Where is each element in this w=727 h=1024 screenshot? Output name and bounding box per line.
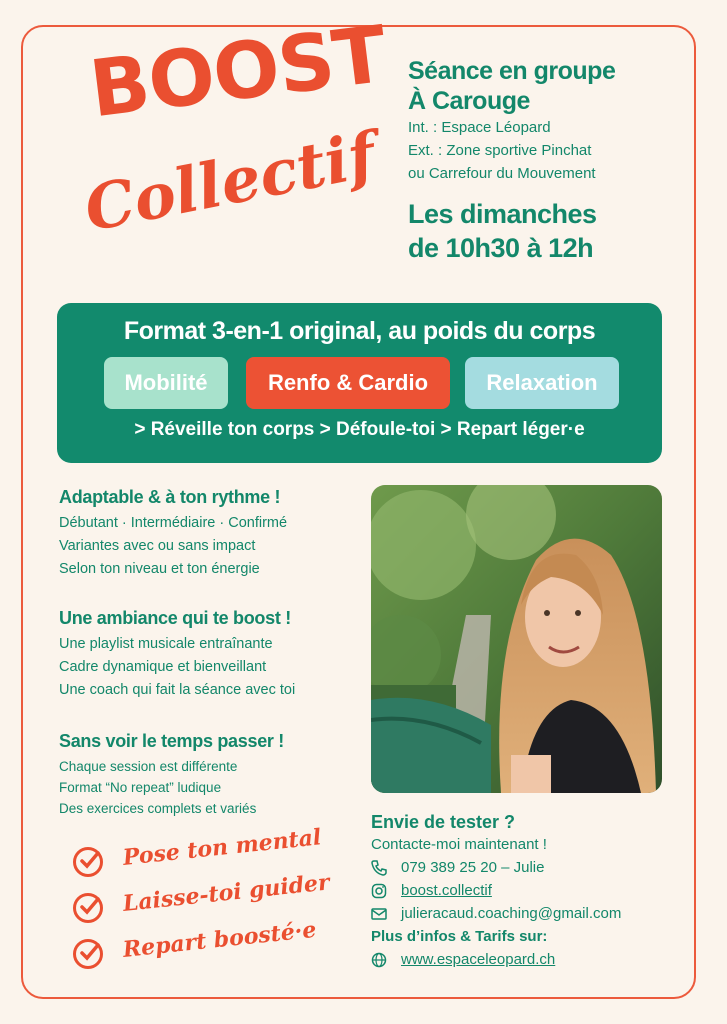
logo-boost: BOOST [85, 9, 391, 136]
pill-relaxation: Relaxation [465, 357, 619, 409]
location-outdoor-alt: ou Carrefour du Mouvement [408, 165, 596, 182]
check-icon [73, 893, 103, 923]
feature-line: Selon ton niveau et ton énergie [59, 561, 260, 577]
feature-title: Sans voir le temps passer ! [59, 731, 285, 751]
contact-subtitle: Contacte-moi maintenant ! [371, 836, 547, 853]
feature-title: Une ambiance qui te boost ! [59, 608, 291, 628]
phone-icon [371, 860, 387, 876]
coach-photo [371, 485, 662, 793]
feature-temps [59, 731, 364, 819]
logo-collectif: Collectif [78, 118, 382, 246]
banner-tagline: > Réveille ton corps > Défoule-toi > Repart léger·e [134, 419, 585, 440]
feature-adaptable [59, 487, 364, 581]
instagram-row[interactable] [371, 879, 681, 902]
feature-line: Format “No repeat” ludique [59, 780, 222, 795]
website-link[interactable]: www.espaceleopard.ch [401, 951, 556, 968]
feature-line: Débutant · Intermédiaire · Confirmé [59, 515, 288, 531]
more-info-label: Plus d’infos & Tarifs sur: [371, 928, 548, 945]
phone-number: 079 389 25 20 – Julie [401, 859, 545, 876]
format-banner [57, 303, 662, 463]
email-row[interactable] [371, 902, 681, 925]
schedule [408, 197, 678, 265]
instagram-link[interactable]: boost.collectif [401, 882, 492, 899]
instagram-icon [371, 883, 387, 899]
session-info [408, 56, 678, 265]
pill-mobilite: Mobilité [104, 357, 228, 409]
feature-ambiance [59, 608, 364, 702]
feature-line: Cadre dynamique et bienveillant [59, 659, 267, 675]
contact-block [371, 812, 681, 971]
mail-icon [371, 906, 387, 922]
feature-line: Des exercices complets et variés [59, 801, 257, 816]
feature-line: Une coach qui fait la séance avec toi [59, 682, 296, 698]
check-icon [73, 939, 103, 969]
session-location-heading: À Carouge [408, 87, 530, 115]
phone-row[interactable] [371, 856, 681, 879]
feature-title: Adaptable & à ton rythme ! [59, 487, 281, 507]
session-heading: Séance en groupe [408, 57, 616, 85]
feature-line: Variantes avec ou sans impact [59, 538, 256, 554]
globe-icon [371, 952, 387, 968]
slogan-text: Laisse-toi guider [121, 869, 331, 917]
feature-line: Chaque session est différente [59, 759, 238, 774]
banner-title: Format 3-en-1 original, au poids du corps [123, 317, 596, 345]
contact-title: Envie de tester ? [371, 812, 516, 832]
location-indoor: Int. : Espace Léopard [408, 119, 551, 136]
pill-renfo-cardio: Renfo & Cardio [246, 357, 450, 409]
slogan-text: Pose ton mental [121, 824, 323, 871]
slogan-text: Repart boosté·e [121, 916, 318, 963]
email-address[interactable]: julieracaud.coaching@gmail.com [401, 905, 622, 922]
check-icon [73, 847, 103, 877]
website-row[interactable] [371, 948, 681, 971]
location-outdoor: Ext. : Zone sportive Pinchat [408, 142, 592, 159]
schedule-time: de 10h30 à 12h [408, 233, 594, 263]
feature-line: Une playlist musicale entraînante [59, 636, 273, 652]
schedule-day: Les dimanches [408, 199, 597, 229]
